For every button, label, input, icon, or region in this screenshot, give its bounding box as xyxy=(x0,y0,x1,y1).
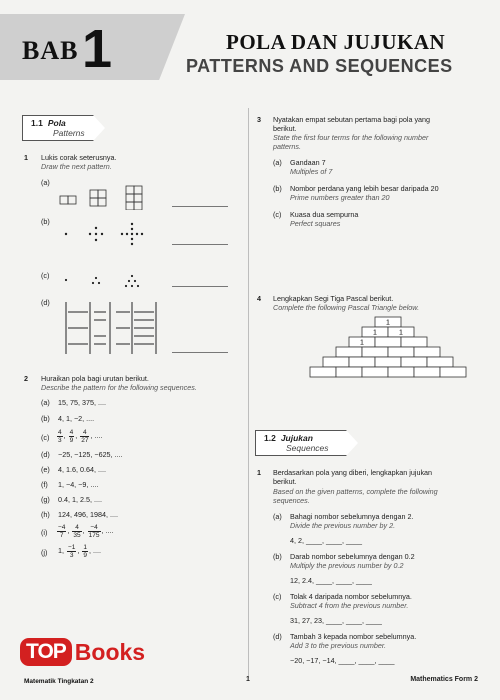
question-text-ms: berikut. xyxy=(273,124,297,133)
topbooks-logo xyxy=(20,638,145,666)
sequence-blanks: 12, 2.4, ____, ____, ____ xyxy=(290,576,372,585)
pascal-cell xyxy=(388,347,414,357)
fraction: $\frac{4}{27}$ xyxy=(81,428,89,444)
chapter-number: 1 xyxy=(82,19,113,79)
section-number: 1.1 xyxy=(31,118,43,128)
question-number: 1 xyxy=(24,153,28,162)
logo-books-text: Books xyxy=(74,638,146,665)
sequence-text: 4, 1, −2, .... xyxy=(58,414,95,423)
part-label: (b) xyxy=(41,414,50,423)
pascal-cell xyxy=(375,337,401,347)
question-text-ms: Nyatakan empat sebutan pertama bagi pola yang xyxy=(273,115,431,124)
part-label: (j) xyxy=(41,548,48,557)
pascal-cell xyxy=(375,357,401,367)
pascal-cell xyxy=(310,367,336,377)
part-label: (i) xyxy=(41,528,48,537)
item-text-ms: Darab nombor sebelumnya dengan 0.2 xyxy=(290,552,415,561)
part-label: (c) xyxy=(273,592,282,601)
fraction: $\frac{-1}{3}$ xyxy=(68,543,76,559)
grid-pattern-figure xyxy=(58,184,158,210)
answer-line xyxy=(172,286,228,287)
item-text-ms: Nombor perdana yang lebih besar daripada 20 xyxy=(290,184,439,193)
item-text-en: Prime numbers greater than 20 xyxy=(290,193,390,202)
pascal-cell xyxy=(349,357,375,367)
sequence-text: 15, 75, 375, .... xyxy=(58,398,106,407)
footer-left-text: Matematik Tingkatan 2 xyxy=(24,678,94,685)
pascal-triangle xyxy=(296,316,480,378)
part-label: (a) xyxy=(273,512,282,521)
part-label: (c) xyxy=(41,271,50,280)
part-label: (b) xyxy=(273,552,282,561)
fraction: $\frac{1}{9}$ xyxy=(83,543,88,559)
question-text-en: Complete the following Pascal Triangle below. xyxy=(273,303,420,312)
fraction: $\frac{-4}{7}$ xyxy=(58,523,66,539)
part-label: (d) xyxy=(273,632,282,641)
tag-arrow xyxy=(93,115,105,141)
question-number: 2 xyxy=(24,374,28,383)
part-label: (a) xyxy=(41,398,50,407)
fraction-sequence: $\frac{-4}{7}$ , $\frac{4}{35}$ , $\frac{-4}{175}$ , .... xyxy=(58,523,114,539)
section-tag-sequences xyxy=(255,430,358,456)
triangle-dot-pattern-figure xyxy=(58,272,158,292)
sequence-text: 124, 496, 1984, .... xyxy=(58,510,118,519)
pascal-cell xyxy=(427,357,453,367)
logo-top-text: TOP xyxy=(20,638,72,666)
fraction-sequence: 1, $\frac{-1}{3}$ , $\frac{1}{9}$ , .... xyxy=(58,543,102,559)
footer-right-text: Mathematics Form 2 xyxy=(410,676,478,683)
item-text-en: Perfect squares xyxy=(290,219,341,228)
pascal-cell xyxy=(414,367,440,377)
part-label: (h) xyxy=(41,510,50,519)
part-label: (e) xyxy=(41,465,50,474)
question-text-ms: Huraikan pola bagi urutan berikut. xyxy=(41,374,149,383)
fraction-sequence: $\frac{4}{3}$ , $\frac{4}{9}$ , $\frac{4}{27}$ , .... xyxy=(58,428,103,444)
pascal-cell xyxy=(323,357,349,367)
question-text-ms: Lengkapkan Segi Tiga Pascal berikut. xyxy=(273,294,394,303)
item-text-ms: Bahagi nombor sebelumnya dengan 2. xyxy=(290,512,414,521)
sequence-text: 0.4, 1, 2.5, .... xyxy=(58,495,102,504)
answer-line xyxy=(172,352,228,353)
item-text-ms: Kuasa dua sempurna xyxy=(290,210,359,219)
question-text-ms: Berdasarkan pola yang diberi, lengkapkan jujukan xyxy=(273,468,433,477)
pascal-cell xyxy=(401,357,427,367)
part-label: (b) xyxy=(273,184,282,193)
sequence-blanks: −20, −17, −14, ____, ____, ____ xyxy=(290,656,395,665)
question-text-en: Describe the pattern for the following sequences. xyxy=(41,383,197,392)
item-text-en: Divide the previous number by 2. xyxy=(290,521,396,530)
chapter-title-ms: POLA DAN JUJUKAN xyxy=(226,30,446,54)
fraction: $\frac{4}{9}$ xyxy=(69,428,74,444)
tag-arrow xyxy=(346,430,358,456)
item-text-en: Multiples of 7 xyxy=(290,167,333,176)
pascal-value: 1 xyxy=(399,329,403,337)
item-text-en: Add 3 to the previous number. xyxy=(290,641,387,650)
chapter-header xyxy=(0,0,500,100)
section-tag-patterns xyxy=(22,115,105,141)
item-text-en: Multiply the previous number by 0.2 xyxy=(290,561,404,570)
fraction: $\frac{4}{3}$ xyxy=(58,428,62,444)
question-number: 1 xyxy=(257,468,261,477)
part-label: (c) xyxy=(273,210,282,219)
column-divider xyxy=(248,108,249,678)
pascal-cell xyxy=(362,367,388,377)
fraction: $\frac{4}{35}$ xyxy=(73,523,81,539)
part-label: (d) xyxy=(41,450,50,459)
question-text-en: sequences. xyxy=(273,496,310,505)
answer-line xyxy=(172,206,228,207)
item-text-en: Subtract 4 from the previous number. xyxy=(290,601,409,610)
sequence-text: 4, 1.6, 0.64, .... xyxy=(58,465,106,474)
pascal-cell xyxy=(336,367,362,377)
page-number: 1 xyxy=(246,676,250,683)
question-text-ms: berikut. xyxy=(273,477,297,486)
sequence-text: −25, −125, −625, .... xyxy=(58,450,123,459)
part-label: (g) xyxy=(41,495,50,504)
pascal-value: 1 xyxy=(373,329,377,337)
part-label: (a) xyxy=(41,178,50,187)
question-number: 4 xyxy=(257,294,261,303)
item-text-ms: Tolak 4 daripada nombor sebelumnya. xyxy=(290,592,412,601)
question-text-en: Draw the next pattern. xyxy=(41,162,112,171)
pascal-cell xyxy=(362,347,388,357)
part-label: (b) xyxy=(41,217,50,226)
chapter-label: BAB xyxy=(22,36,79,65)
question-text-en: Based on the given patterns, complete the following xyxy=(273,487,438,496)
question-text-en: patterns. xyxy=(273,142,301,151)
question-number: 3 xyxy=(257,115,261,124)
fraction: $\frac{-4}{175}$ xyxy=(88,523,100,539)
pascal-cell xyxy=(401,337,427,347)
pascal-cell xyxy=(440,367,466,377)
section-title-ms: Jujukan xyxy=(280,433,313,443)
part-label: (c) xyxy=(41,433,50,442)
sequence-blanks: 31, 27, 23, ____, ____, ____ xyxy=(290,616,382,625)
sequence-text: 1, −4, −9, .... xyxy=(58,480,99,489)
section-title-en: Sequences xyxy=(286,443,329,453)
dot-cross-pattern-figure xyxy=(58,222,158,246)
section-number: 1.2 xyxy=(264,433,276,443)
item-text-ms: Tambah 3 kepada nombor sebelumnya. xyxy=(290,632,417,641)
answer-line xyxy=(172,244,228,245)
sequence-blanks: 4, 2, ____, ____, ____ xyxy=(290,536,362,545)
question-text-ms: Lukis corak seterusnya. xyxy=(41,153,117,162)
chapter-title-en: PATTERNS AND SEQUENCES xyxy=(186,56,453,76)
ladder-pattern-figure xyxy=(60,300,170,358)
pascal-value: 1 xyxy=(360,339,364,347)
part-label: (d) xyxy=(41,298,50,307)
item-text-ms: Gandaan 7 xyxy=(290,158,326,167)
pascal-cell xyxy=(336,347,362,357)
question-text-en: State the first four terms for the following number xyxy=(273,133,429,142)
part-label: (f) xyxy=(41,480,48,489)
section-title-ms: Pola xyxy=(47,118,66,128)
pascal-value: 1 xyxy=(386,319,390,327)
part-label: (a) xyxy=(273,158,282,167)
pascal-cell xyxy=(414,347,440,357)
section-title-en: Patterns xyxy=(53,128,85,138)
pascal-cell xyxy=(388,367,414,377)
